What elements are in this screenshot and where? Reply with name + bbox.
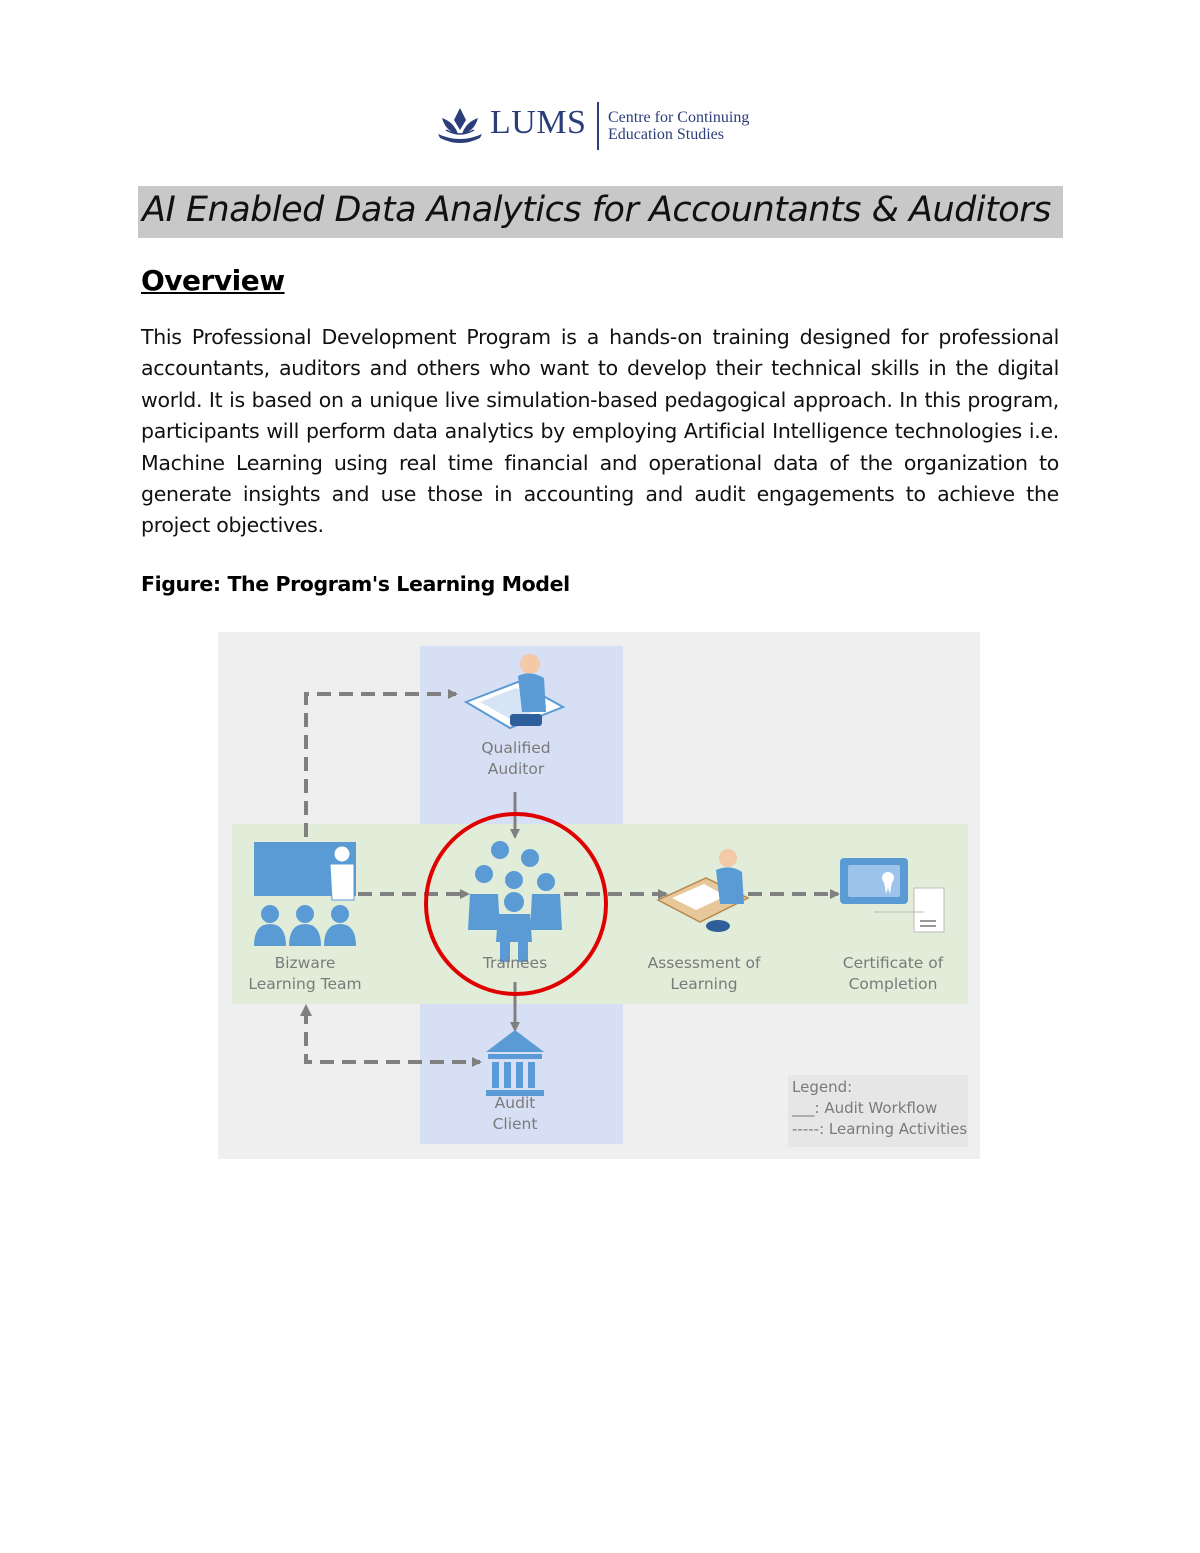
legend-title: Legend:	[792, 1078, 853, 1096]
figure-caption: Figure: The Program's Learning Model	[141, 572, 570, 596]
logo-divider	[597, 102, 599, 150]
title-bar	[138, 186, 1063, 238]
overview-heading: Overview	[141, 264, 285, 297]
logo-name: LUMS	[490, 104, 587, 141]
lums-logo	[436, 100, 776, 152]
label-audit-client: Audit Client	[492, 1094, 538, 1133]
legend-learning-activities: -----: Learning Activities	[792, 1120, 968, 1138]
logo-subtitle	[608, 109, 749, 143]
overview-paragraph: This Professional Development Program is a hands-on training designed for professional accountants, auditors and others who want to develop their technical skills in the digital world. It is based on a unique live simulation-based pedagogical approach. In this program, participants will perform data analytics by employing Artificial Intelligence technologies i.e. Machine Learning using real time financial and operational data of the organization to generate insights and use those in accounting and audit engagements to achieve the project objectives.	[141, 325, 1059, 538]
label-assessment: Assessment of Learning	[647, 954, 761, 993]
label-certificate: Certificate of Completion	[842, 954, 944, 993]
page-title: AI Enabled Data Analytics for Accountants & Auditors	[142, 190, 1051, 230]
legend-audit-workflow: ___: Audit Workflow	[792, 1099, 938, 1117]
logo-subtitle-line1: Centre for Continuing	[608, 109, 750, 126]
label-bizware-team: Bizware Learning Team	[248, 954, 362, 993]
label-trainees: Trainees	[482, 954, 548, 972]
logo-subtitle-line2: Education Studies	[608, 126, 724, 143]
learning-model-diagram	[218, 632, 980, 1159]
legend-box	[788, 1075, 968, 1147]
lotus-logo-icon	[436, 104, 484, 148]
bizware-team-icon	[254, 842, 356, 946]
label-qualified-auditor: Qualified Auditor	[481, 739, 551, 778]
